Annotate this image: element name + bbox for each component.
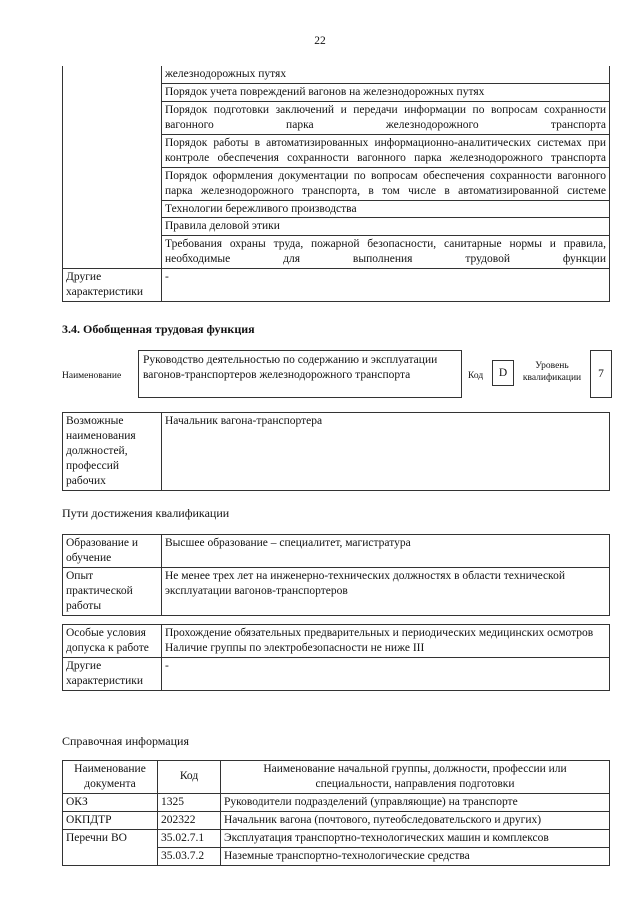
code-label: Код [468, 371, 484, 381]
table-row [63, 413, 610, 491]
reference-code: 35.03.7.2 [158, 847, 221, 865]
knowledge-item: Правила деловой этики [162, 218, 610, 236]
admission-value [162, 625, 610, 658]
knowledge-item: Порядок учета повреждений вагонов на железнодорожных путях [162, 83, 610, 101]
reference-header-code: Код [158, 761, 221, 794]
table-row [63, 535, 610, 568]
table-row [63, 269, 610, 302]
reference-code: 1325 [158, 793, 221, 811]
positions-value: Начальник вагона-транспортера [162, 413, 610, 491]
reference-heading: Справочная информация [62, 734, 189, 748]
education-value: Высшее образование – специалитет, магистратура [162, 535, 610, 568]
level-value: 7 [590, 350, 612, 398]
experience-value: Не менее трех лет на инженерно-технических должностях в области технической эксплуатации вагонов-транспортеров [162, 567, 610, 615]
reference-doc: ОКПДТР [63, 811, 158, 829]
positions-table [62, 412, 610, 491]
qualification-table [62, 534, 610, 616]
knowledge-item: железнодорожных путях [162, 66, 610, 83]
knowledge-item: Порядок оформления документации по вопросам обеспечения сохранности вагонного парка железнодорожного транспорта, в том числе в автоматизированной системе [162, 167, 610, 200]
education-label: Образование и обучение [63, 535, 162, 568]
reference-code: 202322 [158, 811, 221, 829]
section-heading: 3.4. Обобщенная трудовая функция [62, 322, 255, 336]
other-characteristics-value: - [162, 269, 610, 302]
other-characteristics-label: Другие характеристики [63, 269, 162, 302]
reference-code: 35.02.7.1 [158, 829, 221, 847]
admission-other-label: Другие характеристики [63, 657, 162, 690]
admission-table [62, 624, 610, 691]
admission-value-line: Прохождение обязательных предварительных и периодических медицинских осмотров [165, 627, 594, 639]
positions-label: Возможные наименования должностей, профессий рабочих [63, 413, 162, 491]
reference-doc: ОКЗ [63, 793, 158, 811]
level-label: Уровень квалификации [522, 361, 582, 383]
name-label: Наименование [62, 371, 122, 381]
table-row [63, 761, 610, 794]
table-row [63, 811, 610, 829]
experience-label: Опыт практической работы [63, 567, 162, 615]
table-row [63, 793, 610, 811]
table-row [63, 66, 610, 83]
knowledge-item: Порядок подготовки заключений и передачи информации по вопросам сохранности вагонного парка железнодорожного транспорта [162, 101, 610, 134]
qualification-heading: Пути достижения квалификации [62, 506, 230, 520]
reference-name: Руководители подразделений (управляющие) на транспорте [221, 793, 610, 811]
admission-value-line: Наличие группы по электробезопасности не ниже III [165, 641, 425, 654]
knowledge-table [62, 66, 610, 302]
page-number: 22 [314, 35, 326, 47]
knowledge-item: Порядок работы в автоматизированных информационно-аналитических системах при контроле обеспечения сохранности вагонного парка железнодорожного транспорта [162, 134, 610, 167]
reference-name: Эксплуатация транспортно-технологических машин и комплексов [221, 829, 610, 847]
table-row [63, 567, 610, 615]
reference-header-doc: Наименование документа [63, 761, 158, 794]
reference-header-name: Наименование начальной группы, должности, профессии или специальности, направления подготовки [221, 761, 610, 794]
code-value: D [492, 360, 514, 386]
knowledge-item: Технологии бережливого производства [162, 200, 610, 218]
reference-doc: Перечни ВО [63, 829, 158, 865]
table-row [63, 625, 610, 658]
table-row [63, 829, 610, 847]
admission-label: Особые условия допуска к работе [63, 625, 162, 658]
function-name-value: Руководство деятельностью по содержанию и эксплуатации вагонов-транспортеров железнодорожного транспорта [138, 350, 462, 398]
knowledge-item: Требования охраны труда, пожарной безопасности, санитарные нормы и правила, необходимые для выполнения трудовой функции [162, 236, 610, 269]
reference-table [62, 760, 610, 866]
reference-name: Наземные транспортно-технологические средства [221, 847, 610, 865]
admission-other-value: - [162, 657, 610, 690]
knowledge-label-cell [63, 66, 162, 269]
table-row [63, 657, 610, 690]
reference-name: Начальник вагона (почтового, путеобследовательского и других) [221, 811, 610, 829]
